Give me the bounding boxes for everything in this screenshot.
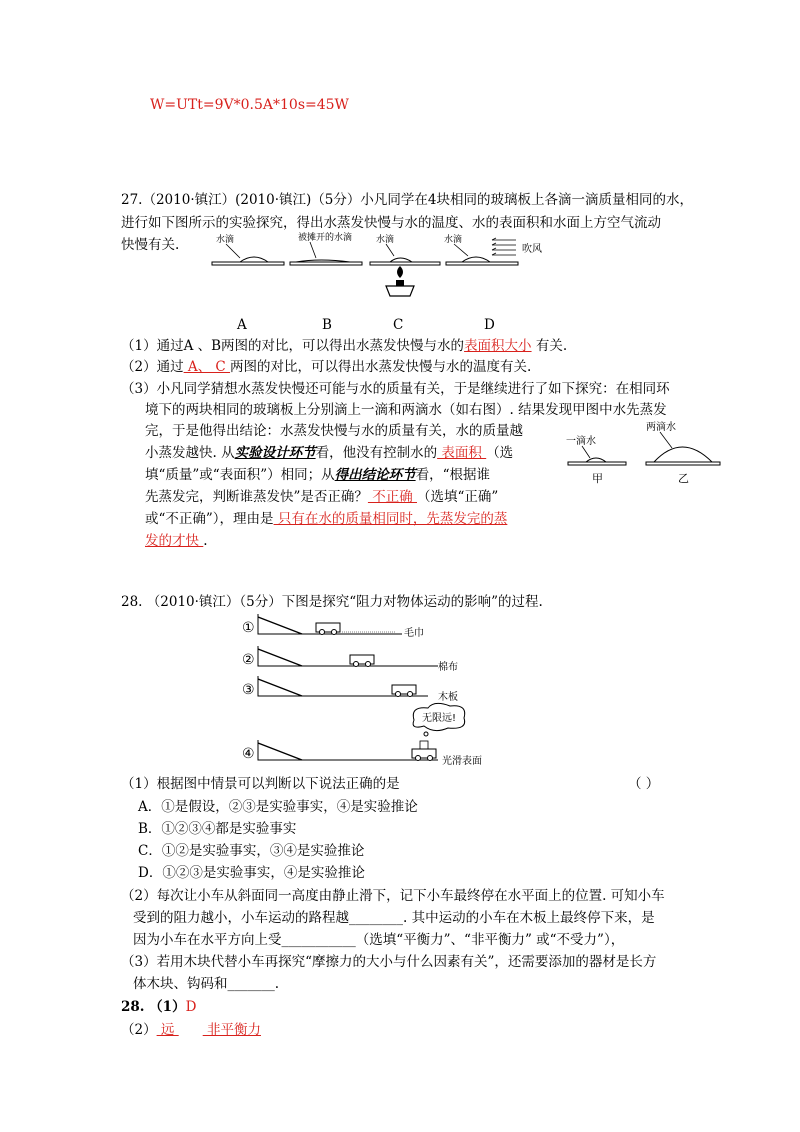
q27-part-2: （2）通过 A、 C 两图的对比，可以得出水蒸发快慢与水的温度有关. (121, 359, 532, 375)
label-wind: 吹风 (522, 244, 542, 255)
fig-num-4: ④ (242, 746, 255, 762)
q27-part-3-line-8: 发的才快 . (145, 533, 208, 549)
q28-option-a: A．①是假设，②③是实验事实，④是实验推论 (138, 799, 418, 815)
q27-part-3-line-4: 小蒸发越快. 从实验设计环节看，他没有控制水的 表面积 （选 (145, 445, 514, 461)
q27-answer-1: 表面积大小 (464, 338, 532, 354)
fig-num-3: ③ (242, 682, 255, 698)
surface-towel: 毛巾 (404, 628, 424, 639)
q28-option-c: C．①②是实验事实，③④是实验推论 (138, 843, 365, 859)
q28-sub-2-line-2: 受到的阻力越小，小车运动的路程越________. 其中运动的小车在木板上最终停下来，是 (133, 910, 655, 926)
q28-sub-1: （1）根据图中情景可以判断以下说法正确的是 (121, 776, 400, 792)
fig-letter-c: C (393, 317, 404, 333)
q27-answer-3b: 不正确 (367, 489, 417, 505)
q28-answer-1: 28. （1）D (121, 999, 197, 1015)
q28-sub-3-line-2: 体木块、钩码和_______. (133, 976, 280, 992)
q28-option-b: B．①②③④都是实验事实 (138, 821, 297, 837)
q28-answer-2: （2） 远 非平衡力 (121, 1022, 261, 1038)
q28-option-d: D．①②③是实验事实，④是实验推论 (138, 865, 365, 881)
q27-part-3-line-2: 境下的两块相同的玻璃板上分别滴上一滴和两滴水（如右图）. 结果发现甲图中水先蒸发 (145, 402, 667, 418)
q27-part-3-line-3: 完，于是他得出结论：水蒸发快慢与水的质量有关，水的质量越 (145, 423, 523, 439)
fig-letter-a: A (237, 317, 247, 333)
q27-part-3-line-6: 先蒸发完，判断谁蒸发快”是否正确？ 不正确 （选填“正确” (145, 489, 499, 505)
surface-smooth: 光滑表面 (442, 756, 482, 767)
q27-part-1: （1）通过A 、B两图的对比，可以得出水蒸发快慢与水的表面积大小 有关. (121, 338, 568, 354)
q27-mass-figure (560, 416, 730, 488)
q28-title: 28. （2010·镇江）（5分）下图是探究“阻力对物体运动的影响”的过程. (121, 594, 543, 610)
fig-letter-b: B (322, 317, 332, 333)
answer-formula: W=UTt=9V*0.5A*10s=45W (150, 97, 349, 113)
q27-evaporation-figure (210, 228, 550, 300)
q27-part-3-line-1: （3）小凡同学猜想水蒸发快慢还可能与水的质量有关，于是继续进行了如下探究：在相同环 (121, 381, 670, 397)
label-one-drop: 一滴水 (566, 436, 596, 447)
label-spread-drop: 被摊开的水滴 (298, 233, 353, 243)
label-water-drop-c: 水滴 (376, 235, 395, 245)
surface-cotton: 棉布 (438, 662, 458, 673)
q27-answer-2: A、 C (183, 359, 231, 375)
q28-sub-1-paren: （ ） (628, 776, 660, 792)
fig-letter-d: D (484, 317, 495, 333)
fig-num-2: ② (242, 652, 255, 668)
q27-answer-3c: 只有在水的质量相同时，先蒸发完的蒸 (273, 511, 508, 527)
q27-part-3-line-5: 填“质量”或“表面积”）相同；从得出结论环节看，“根据谁 (145, 467, 491, 483)
label-jia: 甲 (592, 472, 603, 485)
speech-bubble-text: 无限远! (422, 713, 457, 724)
q28-sub-2-line-3: 因为小车在水平方向上受___________（选填“平衡力”、“非平衡力” 或“不受力”）， (133, 932, 625, 948)
label-yi: 乙 (678, 472, 689, 485)
q27-line-2: 进行如下图所示的实验探究，得出水蒸发快慢与水的温度、水的表面积和水面上方空气流动 (121, 215, 661, 231)
q28-sub-2-line-1: （2）每次让小车从斜面同一高度由静止滑下，记下小车最终停在水平面上的位置. 可知小车 (121, 888, 665, 904)
label-water-drop-d: 水滴 (444, 235, 463, 245)
label-water-drop-a: 水滴 (216, 235, 235, 245)
surface-board: 木板 (438, 692, 458, 703)
q28-resistance-figure (242, 612, 504, 774)
label-two-drops: 两滴水 (646, 422, 676, 433)
q27-answer-3a: 表面积 (437, 445, 487, 461)
fig-num-1: ① (242, 620, 255, 636)
q27-part-3-line-7: 或“不正确”），理由是 只有在水的质量相同时，先蒸发完的蒸 (145, 511, 508, 527)
q28-sub-3-line-1: （3）若用木块代替小车再探究“摩擦力的大小与什么因素有关”，还需要添加的器材是长方 (121, 954, 657, 970)
q27-line-1: 27.（2010·镇江）(2010·镇江)（5分）小凡同学在4块相同的玻璃板上各滴一滴质量相同的水， (121, 192, 693, 208)
q27-line-3: 快慢有关. (121, 237, 180, 253)
